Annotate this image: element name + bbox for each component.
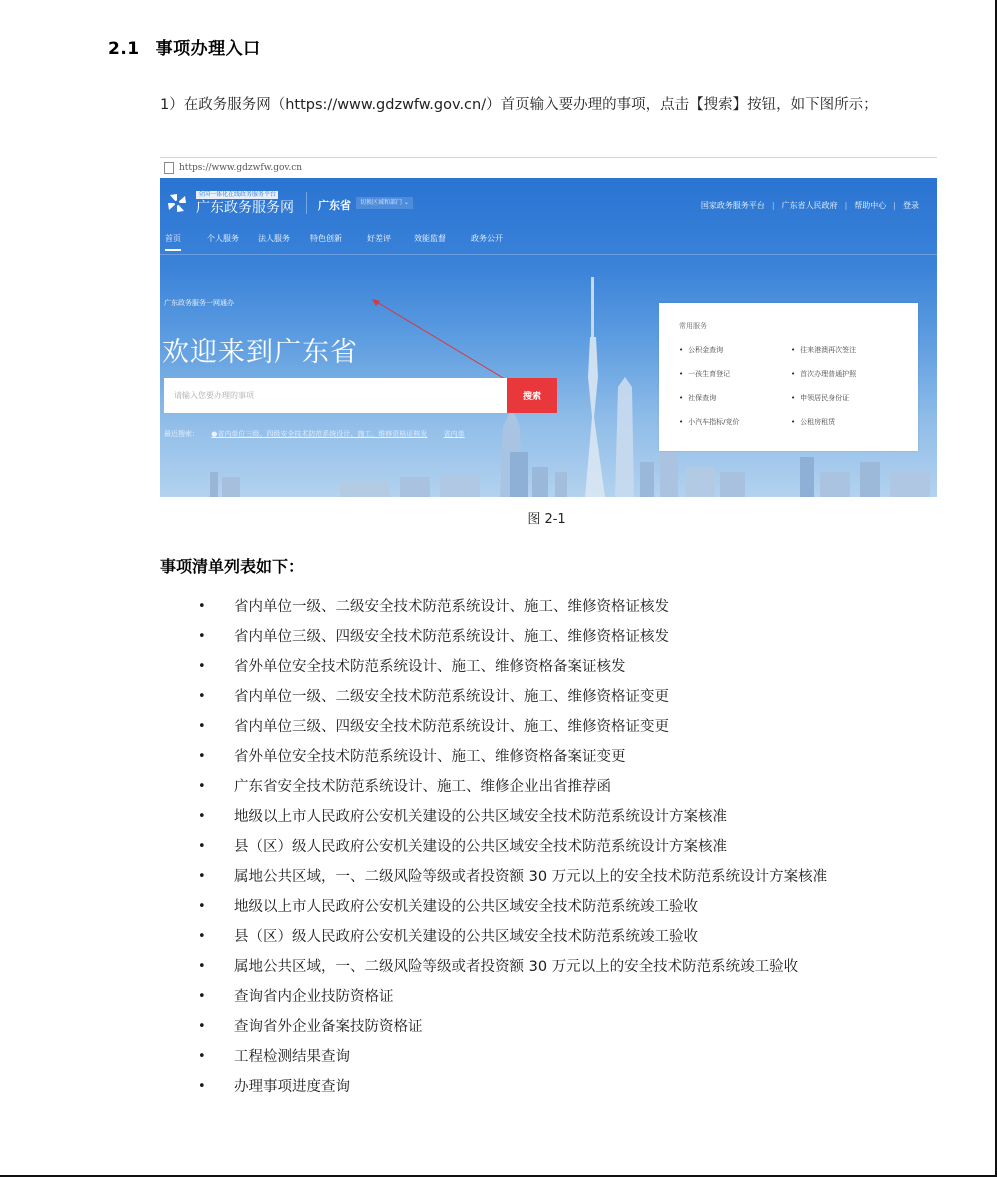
- figure-caption: 图 2-1: [527, 512, 566, 527]
- list-item: • 地级以上市人民政府公安机关建设的公共区域安全技术防范系统竣工验收: [198, 892, 898, 922]
- service-link[interactable]: • 往来港澳再次签注: [791, 345, 856, 355]
- site-header: [160, 178, 937, 228]
- list-item: • 工程检测结果查询: [198, 1042, 898, 1072]
- service-link[interactable]: • 公积金查询: [679, 345, 723, 355]
- section-heading: [108, 34, 261, 59]
- bullet-icon: •: [198, 779, 206, 794]
- nav-featured-innovation[interactable]: 特色创新: [310, 234, 342, 243]
- list-item: • 查询省外企业备案技防资格证: [198, 1012, 898, 1042]
- bullet-icon: •: [198, 839, 206, 854]
- link-help-center[interactable]: 帮助中心: [854, 201, 887, 210]
- bullet-icon: •: [198, 1049, 206, 1064]
- bullet-icon: •: [198, 869, 206, 884]
- bullet-icon: •: [198, 659, 206, 674]
- list-item: • 县（区）级人民政府公安机关建设的公共区域安全技术防范系统设计方案核准: [198, 832, 898, 862]
- bullet-icon: •: [198, 1079, 206, 1094]
- list-item: • 省外单位安全技术防范系统设计、施工、维修资格备案证核发: [198, 652, 898, 682]
- nav-corporate-services[interactable]: 法人服务: [258, 234, 290, 243]
- search-button[interactable]: 搜索: [507, 378, 557, 413]
- list-item: • 省内单位一级、二级安全技术防范系统设计、施工、维修资格证核发: [198, 592, 898, 622]
- service-link[interactable]: • 首次办理普通护照: [791, 369, 856, 379]
- list-heading: 事项清单列表如下：: [160, 557, 305, 576]
- service-link[interactable]: • 一孩生育登记: [679, 369, 730, 379]
- recent-searches: [164, 429, 479, 439]
- figure-screenshot: [160, 157, 937, 497]
- nav-personal-services[interactable]: 个人服务: [207, 234, 239, 243]
- link-separator: |: [844, 201, 848, 210]
- service-link[interactable]: • 申领居民身份证: [791, 393, 849, 403]
- list-item: • 省外单位安全技术防范系统设计、施工、维修资格备案证变更: [198, 742, 898, 772]
- common-services-panel: [659, 303, 918, 451]
- page-icon: [164, 162, 174, 174]
- address-bar: [160, 157, 937, 179]
- list-item: • 省内单位三级、四级安全技术防范系统设计、施工、维修资格证核发: [198, 622, 898, 652]
- list-item: • 广东省安全技术防范系统设计、施工、维修企业出省推荐函: [198, 772, 898, 802]
- site-banner: [160, 178, 937, 497]
- service-items-list: [198, 592, 898, 1102]
- nav-efficiency-supervision[interactable]: 效能监督: [414, 234, 446, 243]
- site-nav: [160, 228, 937, 255]
- province-label: 广东省: [318, 199, 351, 212]
- bullet-icon: •: [198, 899, 206, 914]
- link-login[interactable]: 登录: [903, 201, 919, 210]
- bullet-icon: •: [198, 1019, 206, 1034]
- bullet-icon: •: [198, 599, 206, 614]
- nav-government-affairs[interactable]: 政务公开: [471, 234, 503, 243]
- section-number: 2.1: [108, 39, 140, 59]
- recent-search-link[interactable]: 省内单: [443, 430, 465, 438]
- recent-search-link[interactable]: ●省内单位三级、四级安全技术防范系统设计、施工、维修资格证核发: [211, 430, 428, 438]
- welcome-title: 欢迎来到广东省: [162, 337, 358, 368]
- list-item: • 省内单位三级、四级安全技术防范系统设计、施工、维修资格证变更: [198, 712, 898, 742]
- bullet-icon: •: [198, 749, 206, 764]
- services-title: 常用服务: [679, 322, 707, 330]
- service-link[interactable]: • 社保查询: [679, 393, 716, 403]
- bullet-icon: •: [198, 959, 206, 974]
- site-tagline: 广东政务服务一网通办: [164, 299, 234, 307]
- link-provincial-government[interactable]: 广东省人民政府: [781, 201, 838, 210]
- bullet-icon: •: [198, 989, 206, 1004]
- intro-paragraph: 1）在政务服务网（https://www.gdzwfw.gov.cn/）首页输入要办理的事项，点击【搜索】按钮，如下图所示；: [160, 97, 878, 113]
- address-url: https://www.gdzwfw.gov.cn: [179, 163, 303, 173]
- bullet-icon: •: [198, 809, 206, 824]
- link-separator: |: [893, 201, 896, 210]
- list-item: • 省内单位一级、二级安全技术防范系统设计、施工、维修资格证变更: [198, 682, 898, 712]
- nav-active-indicator: [165, 249, 181, 251]
- site-logo-name[interactable]: 广东政务服务网: [196, 200, 294, 216]
- bullet-icon: •: [198, 719, 206, 734]
- gov-logo-icon: [166, 192, 188, 214]
- list-item: • 查询省内企业技防资格证: [198, 982, 898, 1012]
- search-input[interactable]: [164, 378, 507, 413]
- list-item: • 地级以上市人民政府公安机关建设的公共区域安全技术防范系统设计方案核准: [198, 802, 898, 832]
- header-divider: [306, 192, 307, 214]
- link-separator: |: [771, 201, 775, 210]
- platform-tag: 全国一体化在线政务服务平台: [198, 191, 277, 198]
- list-item: • 属地公共区域，一、二级风险等级或者投资额 30 万元以上的安全技术防范系统设计方案核准: [198, 862, 898, 892]
- link-national-platform[interactable]: 国家政务服务平台: [700, 201, 765, 210]
- service-link[interactable]: • 公租房租赁: [791, 417, 835, 427]
- recent-searches-label: 最近搜索：: [164, 430, 199, 438]
- service-link[interactable]: • 小汽车指标/竞价: [679, 417, 740, 427]
- list-item: • 县（区）级人民政府公安机关建设的公共区域安全技术防范系统竣工验收: [198, 922, 898, 952]
- bullet-icon: •: [198, 629, 206, 644]
- nav-evaluation[interactable]: 好差评: [367, 234, 391, 243]
- list-item: • 办理事项进度查询: [198, 1072, 898, 1102]
- section-title: 事项办理入口: [155, 39, 261, 59]
- nav-home[interactable]: 首页: [165, 234, 181, 243]
- bullet-icon: •: [198, 929, 206, 944]
- list-item: • 属地公共区域，一、二级风险等级或者投资额 30 万元以上的安全技术防范系统竣工验收: [198, 952, 898, 982]
- top-links: [701, 200, 919, 211]
- switch-region-dropdown[interactable]: 切换区域和部门 ⌄: [356, 197, 413, 209]
- bullet-icon: •: [198, 689, 206, 704]
